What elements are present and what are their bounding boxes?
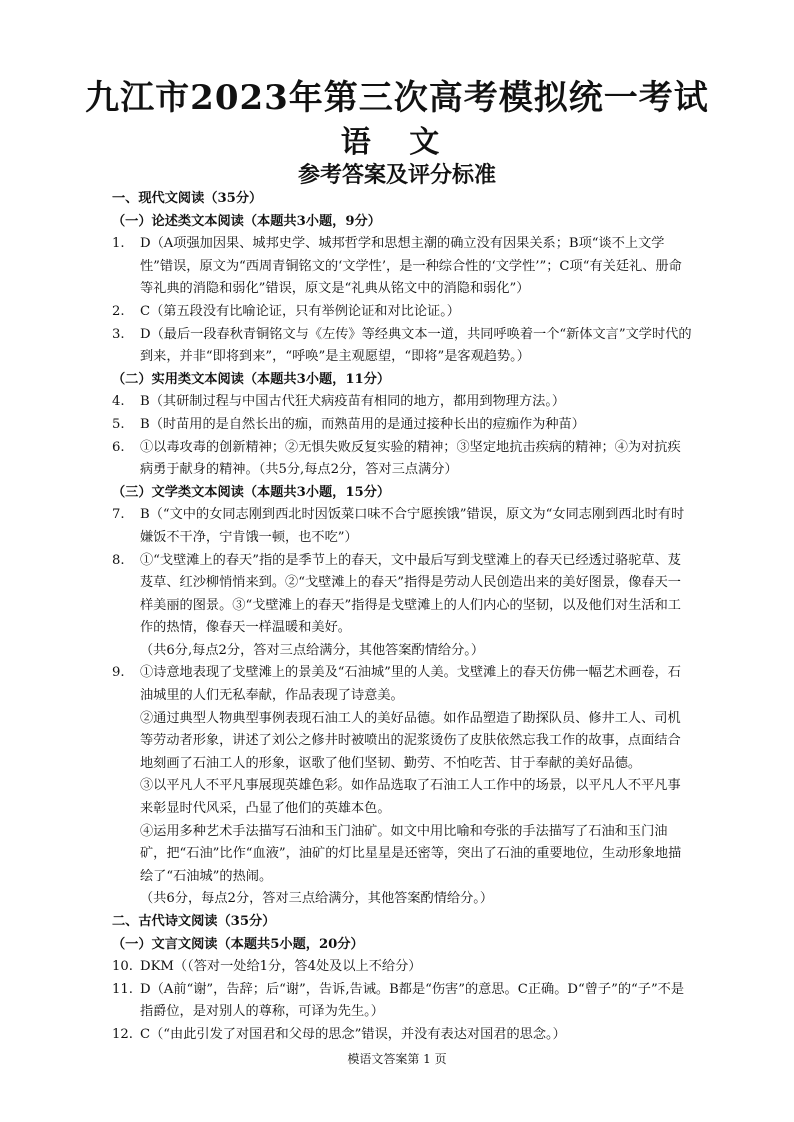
answer-text: C（“由此引发了对国君和父母的思念”错误，并没有表达对国君的思念。） [140, 1026, 566, 1042]
score-note: （共6分,每点2分，答对三点给满分，其他答案酌情给分。） [140, 642, 485, 658]
answer-text: ①诗意地表现了戈壁滩上的景美及“石油城”里的人美。戈壁滩上的春天仿佛一幅艺术画卷，石油城里的人们无私奉献，作品表现了诗意美。 [140, 665, 681, 704]
answer-point: ④运用多种艺术手法描写石油和玉门油矿。如文中用比喻和夸张的手法描写了石油和玉门油矿，把“石油”比作“血液”，油矿的灯比星星是还密等，突出了石油的重要地位，生动形象地描绘了“石油城”的热闹。 [140, 823, 682, 884]
page-subtitle: 参考答案及评分标准 [297, 162, 496, 188]
answer-text: ①以毒攻毒的创新精神；②无惧失败反复实验的精神；③坚定地抗击疾病的精神；④为对抗疾病勇于献身的精神。（共5分,每点2分，答对三点满分） [140, 439, 681, 478]
answer-content [112, 188, 692, 1047]
question-number: 6. [112, 439, 125, 455]
answer-item [112, 324, 692, 369]
question-number: 11. [112, 981, 133, 997]
answer-point: ②通过典型人物典型事例表现石油工人的美好品德。如作品塑造了勘探队员、修井工人、司机等劳动者形象，讲述了刘公之修井时被喷出的泥浆烫伤了皮肤依然忘我工作的故事，点面结合地刻画了石油工人的形象，讴歌了他们坚韧、勤劳、不怕吃苦、甘于奉献的美好品德。 [140, 710, 681, 771]
answer-item [112, 437, 692, 482]
answer-item [112, 662, 692, 707]
question-number: 12. [112, 1026, 133, 1042]
section-heading: 一、现代文阅读（35分） [112, 191, 263, 206]
section-heading: 二、古代诗文阅读（35分） [112, 914, 276, 929]
subsection-heading: （一）文言文阅读（本题共5小题，20分） [112, 936, 364, 952]
answer-text: B（其研制过程与中国古代狂犬病疫苗有相同的地方，都用到物理方法。） [140, 394, 566, 410]
subsection-heading: （三）文学类文本阅读（本题共3小题，15分） [112, 484, 391, 500]
question-number: 7. [112, 507, 125, 523]
page-footer: 模语文答案第 1 页 [347, 1052, 447, 1066]
answer-point: ③以平凡人不平凡事展现英雄色彩。如作品选取了石油工人工作中的场景，以平凡人不平凡事来彰显时代风采，凸显了他们的英雄本色。 [140, 778, 681, 817]
subject-title: 语 文 [340, 125, 454, 160]
answer-item [112, 979, 692, 1024]
answer-text: B（时苗用的是自然长出的痂，而熟苗用的是通过接种长出的痘痂作为种苗） [140, 416, 585, 432]
question-number: 3. [112, 326, 125, 342]
score-note: （共6分，每点2分，答对三点给满分，其他答案酌情给分。） [140, 891, 494, 907]
answer-text: DKM（（答对一处给1分，答4处及以上不给分） [140, 959, 422, 975]
question-number: 1. [112, 236, 125, 252]
answer-text: B（“文中的女同志刚到西北时因饭菜口味不合宁愿挨饿”错误，原文为“女同志刚到西北时有时嫌饭不干净，宁肯饿一顿，也不吃”） [140, 507, 685, 545]
question-number: 8. [112, 552, 125, 568]
subsection-heading: （一）论述类文本阅读（本题共3小题，9分） [112, 213, 381, 229]
answer-text: D（A项强加因果、城邦史学、城邦哲学和思想主潮的确立没有因果关系；B项“谈不上文学性”错误，原文为“西周青铜铭文的‘文学性’，是一种综合性的‘文学性’”；C项“有关廷礼、册命等礼典的消隐和弱化”错误，原文是“礼典从铭文中的消隐和弱化”） [140, 236, 682, 297]
answer-text: D（最后一段春秋青铜铭文与《左传》等经典文本一道，共同呼唤着一个“新体文言”文学时代的到来，并非“即将到来”，“呼唤”是主观愿望，“即将”是客观趋势。） [140, 326, 692, 365]
question-number: 4. [112, 394, 125, 410]
answer-text: ①“戈壁滩上的春天”指的是季节上的春天，文中最后写到戈壁滩上的春天已经透过骆驼草、芨芨草、红沙柳悄悄来到。②“戈壁滩上的春天”指得是劳动人民创造出来的美好图景，像春天一样美丽的图景。③“戈壁滩上的春天”指得是戈壁滩上的人们内心的坚韧，以及他们对生活和工作的热情，像春天一样温暖和美好。 [140, 552, 681, 636]
question-number: 5. [112, 416, 125, 432]
subsection-heading: （二）实用类文本阅读（本题共3小题，11分） [112, 371, 391, 387]
question-number: 10. [112, 959, 133, 975]
page-title: 九江市2023年第三次高考模拟统一考试 [85, 78, 709, 118]
answer-item [112, 414, 692, 437]
question-number: 2. [112, 303, 125, 319]
answer-item [112, 1024, 692, 1047]
answer-item [112, 391, 692, 414]
answer-text: D（A前“谢”，告辞；后“谢”，告诉,告诫。B都是“伤害”的意思。C正确。D“曾子”的“子”不是指爵位，是对别人的尊称，可译为先生。） [140, 981, 685, 1020]
answer-item [112, 550, 692, 640]
answer-item [112, 956, 692, 979]
question-number: 9. [112, 665, 125, 681]
answer-text: C（第五段没有比喻论证，只有举例论证和对比论证。） [140, 303, 460, 319]
answer-item [112, 504, 692, 549]
answer-item [112, 301, 692, 324]
answer-item [112, 233, 692, 301]
